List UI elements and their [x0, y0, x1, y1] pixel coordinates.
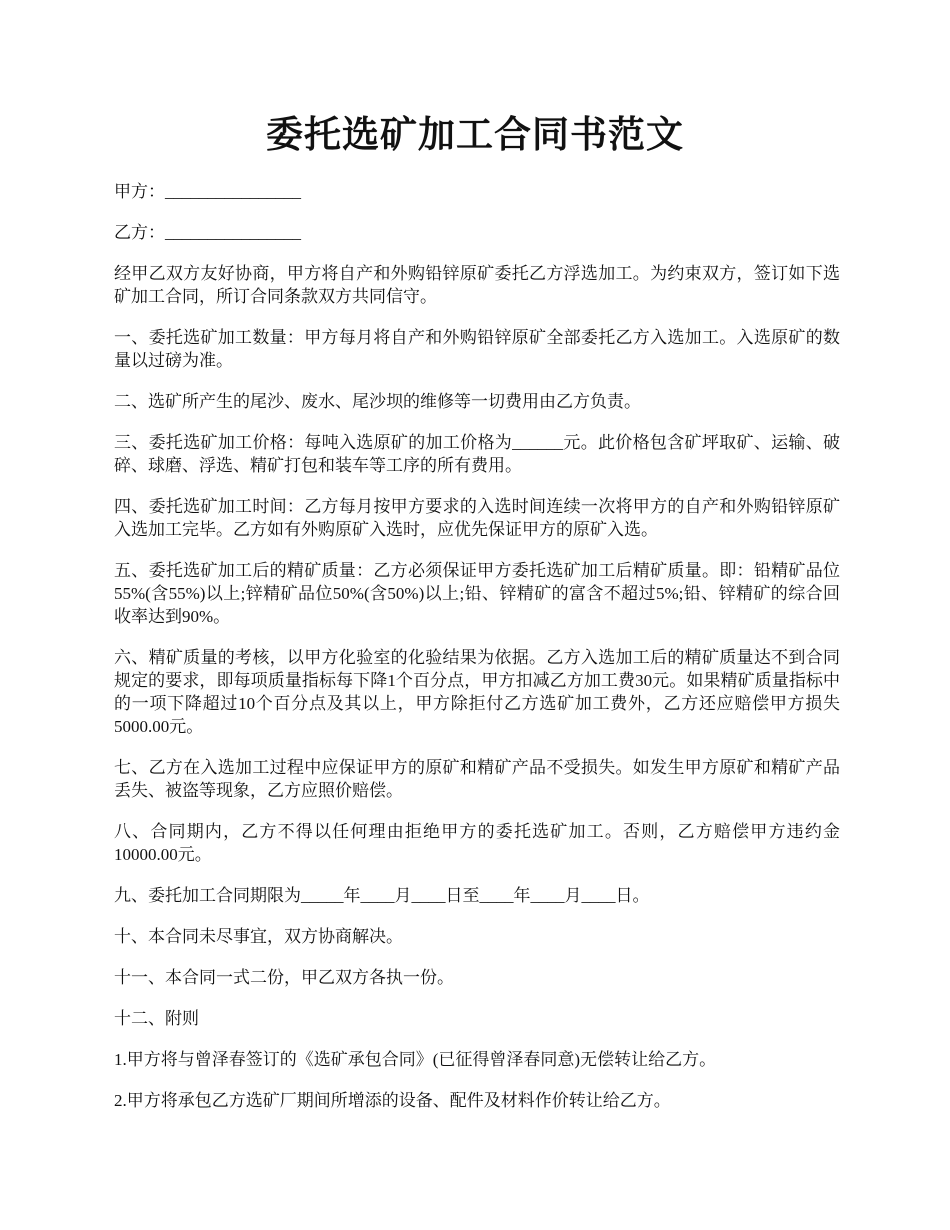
clause-1: 一、委托选矿加工数量：甲方每月将自产和外购铅锌原矿全部委托乙方入选加工。入选原矿的数量以过磅为准。 [114, 328, 840, 370]
clause-8: 八、合同期内，乙方不得以任何理由拒绝甲方的委托选矿加工。否则，乙方赔偿甲方违约金10000.00元。 [114, 822, 840, 864]
clause-5: 五、委托选矿加工后的精矿质量：乙方必须保证甲方委托选矿加工后精矿质量。即：铅精矿品位55%(含55%)以上;锌精矿品位50%(含50%)以上;铅、锌精矿的富含不超过5%;铅、锌精矿的综合回收率达到90%。 [114, 561, 840, 626]
party-a-line: 甲方：________________ [114, 182, 301, 201]
party-b-line: 乙方：________________ [114, 223, 301, 242]
clause-4: 四、委托选矿加工时间：乙方每月按甲方要求的入选时间连续一次将甲方的自产和外购铅锌原矿入选加工完毕。乙方如有外购原矿入选时，应优先保证甲方的原矿入选。 [114, 497, 840, 539]
page-title: 委托选矿加工合同书范文 [266, 115, 684, 156]
clause-12-heading: 十二、附则 [114, 1009, 199, 1028]
clause-2: 二、选矿所产生的尾沙、废水、尾沙坝的维修等一切费用由乙方负责。 [114, 392, 641, 411]
appendix-item-2: 2.甲方将承包乙方选矿厂期间所增添的设备、配件及材料作价转让给乙方。 [114, 1091, 671, 1110]
clause-7: 七、乙方在入选加工过程中应保证甲方的原矿和精矿产品不受损失。如发生甲方原矿和精矿产品丢失、被盗等现象，乙方应照价赔偿。 [114, 758, 840, 800]
document-body [114, 180, 840, 1130]
clause-6: 六、精矿质量的考核，以甲方化验室的化验结果为依据。乙方入选加工后的精矿质量达不到合同规定的要求，即每项质量指标每下降1个百分点，甲方扣减乙方加工费30元。如果精矿质量指标中的一项下降超过10个百分点及其以上，甲方除拒付乙方选矿加工费外，乙方还应赔偿甲方损失5000.00元。 [114, 648, 840, 736]
intro-paragraph: 经甲乙双方友好协商，甲方将自产和外购铅锌原矿委托乙方浮选加工。为约束双方，签订如下选矿加工合同，所订合同条款双方共同信守。 [114, 264, 840, 306]
clause-3: 三、委托选矿加工价格：每吨入选原矿的加工价格为______元。此价格包含矿坪取矿、运输、破碎、球磨、浮选、精矿打包和装车等工序的所有费用。 [114, 433, 840, 475]
clause-11: 十一、本合同一式二份，甲乙双方各执一份。 [114, 968, 454, 987]
appendix-item-1: 1.甲方将与曾泽春签订的《选矿承包合同》(已征得曾泽春同意)无偿转让给乙方。 [114, 1050, 717, 1069]
clause-9: 九、委托加工合同期限为_____年____月____日至____年____月____日。 [114, 886, 650, 905]
clause-10: 十、本合同未尽事宜，双方协商解决。 [114, 927, 403, 946]
